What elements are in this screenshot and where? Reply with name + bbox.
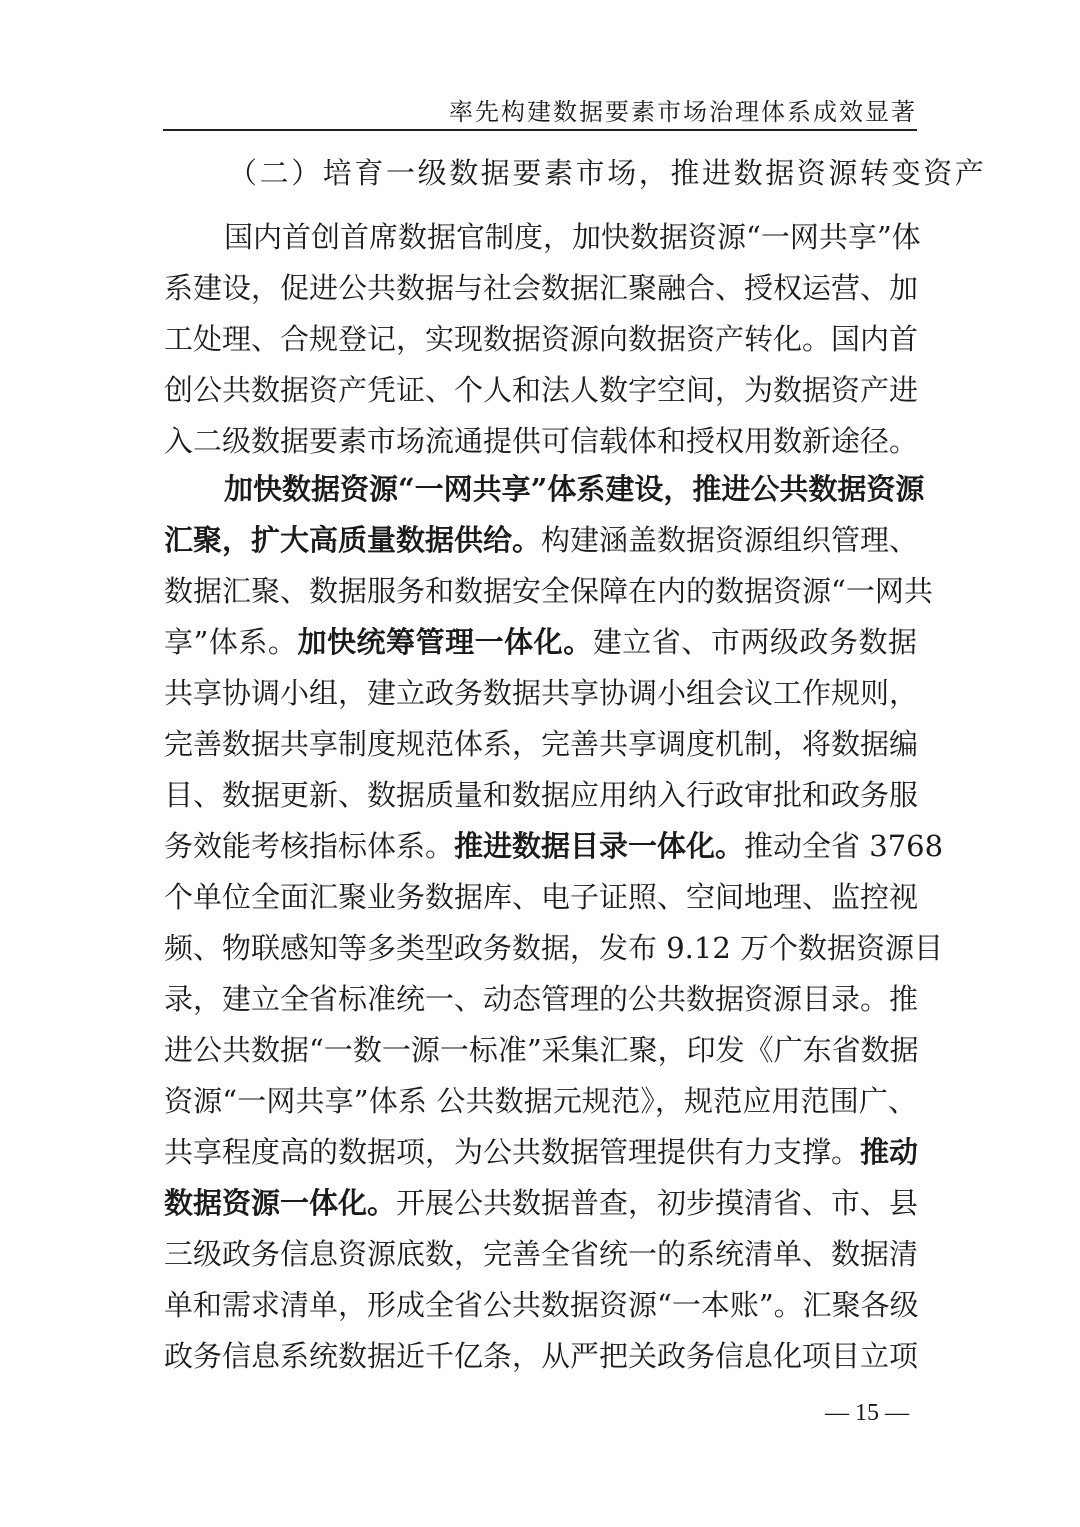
bold-phrase: 推进数据目录一体化。 — [454, 829, 745, 863]
bold-phrase: 汇聚，扩大高质量数据供给。 — [164, 523, 542, 557]
text-span: 务效能考核指标体系。 — [164, 829, 455, 863]
text-line — [164, 617, 917, 668]
text-span: 建立省、市两级政务数据 — [592, 625, 917, 659]
text-line: 数据汇聚、数据服务和数据安全保障在内的数据资源“一网共 — [164, 574, 933, 608]
text-line: 系建设，促进公共数据与社会数据汇聚融合、授权运营、加 — [164, 271, 919, 305]
text-span: 推动全省 3768 — [744, 829, 944, 863]
text-line: 创公共数据资产凭证、个人和法人数字空间，为数据资产进 — [164, 373, 919, 407]
text-line: 工处理、合规登记，实现数据资源向数据资产转化。国内首 — [164, 322, 919, 356]
section-heading: （二）培育一级数据要素市场，推进数据资源转变资产 — [228, 156, 987, 190]
text-line: 资源“一网共享”体系 公共数据元规范》，规范应用范围广、 — [164, 1084, 917, 1118]
bold-phrase: 加快统筹管理一体化。 — [297, 625, 593, 659]
bold-phrase: 推动 — [860, 1135, 919, 1169]
text-line — [164, 821, 944, 872]
text-line: 目、数据更新、数据质量和数据应用纳入行政审批和政务服 — [164, 778, 919, 812]
text-line: 政务信息系统数据近千亿条，从严把关政务信息化项目立项 — [164, 1339, 919, 1373]
page-number: — 15 — — [825, 1400, 909, 1426]
text-line: 频、物联感知等多类型政务数据，发布 9.12 万个数据资源目 — [164, 931, 944, 965]
text-line: 进公共数据“一数一源一标准”采集汇聚，印发《广东省数据 — [164, 1033, 919, 1067]
text-span: 享”体系。 — [164, 625, 298, 659]
running-head: 率先构建数据要素市场治理体系成效显著 — [449, 98, 917, 126]
text-line — [164, 1127, 917, 1178]
bold-text-line: 加快数据资源“一网共享”体系建设，推进公共数据资源 — [224, 472, 925, 506]
text-line: 国内首创首席数据官制度，加快数据资源“一网共享”体 — [224, 220, 921, 254]
text-line: 入二级数据要素市场流通提供可信载体和授权用数新途径。 — [164, 424, 919, 458]
text-span: 构建涵盖数据资源组织管理、 — [541, 523, 919, 557]
text-line — [164, 515, 917, 566]
text-line: 单和需求清单，形成全省公共数据资源“一本账”。汇聚各级 — [164, 1288, 919, 1322]
paragraph-chief-data-officer — [164, 212, 921, 467]
header-rule — [163, 129, 917, 131]
text-span: 开展公共数据普查，初步摸清省、市、县 — [396, 1186, 919, 1220]
text-line: 共享协调小组，建立政务数据共享协调小组会议工作规则， — [164, 676, 919, 710]
paragraph-data-sharing-system — [164, 464, 944, 1382]
text-line — [164, 1178, 917, 1229]
text-line: 三级政务信息资源底数，完善全省统一的系统清单、数据清 — [164, 1237, 919, 1271]
text-line: 录，建立全省标准统一、动态管理的公共数据资源目录。推 — [164, 982, 919, 1016]
text-line: 个单位全面汇聚业务数据库、电子证照、空间地理、监控视 — [164, 880, 919, 914]
text-span: 共享程度高的数据项，为公共数据管理提供有力支撑。 — [164, 1135, 861, 1169]
bold-phrase: 数据资源一体化。 — [164, 1186, 397, 1220]
text-line: 完善数据共享制度规范体系，完善共享调度机制，将数据编 — [164, 727, 919, 761]
